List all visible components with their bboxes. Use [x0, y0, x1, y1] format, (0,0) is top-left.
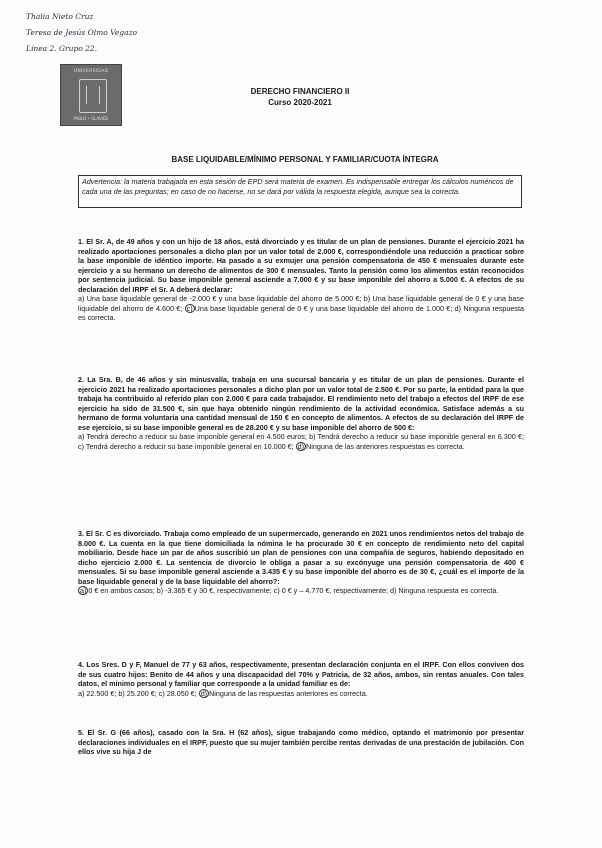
section-subtitle: BASE LIQUIDABLE/MÍNIMO PERSONAL Y FAMILIAR/CUOTA ÍNTEGRA: [171, 155, 439, 164]
circled-answer: d): [297, 441, 305, 451]
university-logo: [60, 64, 122, 126]
question-stem: 3. El Sr. C es divorciado. Trabaja como empleado de un supermercado, generando en 2021 unos rendimientos netos del trabajo de 8.000 €. La cuenta en la que tiene domiciliada la nómina le ha procurado 30 € en concepto de rendimiento neto del capital mobiliario. Desde hace un par de años suscribió un plan de pensiones con una compañía de seguros, habiendo depositado en dicho ejercicio 2.000 €. La sentencia de divorcio le obliga a pasar a su excónyuge una pensión compensatoria de 400 € mensuales. Si su base imponible general asciende a 3.435 € y su base imponible del ahorro es de 30 €, ¿cuál es el importe de la base liquidable general y de la base liquidable del ahorro?:: [78, 529, 524, 586]
course-year: Curso 2020-2021: [268, 98, 332, 107]
logo-bottom-text: PABLO • OLAVIDE: [73, 116, 109, 121]
question-2: [78, 375, 524, 451]
handwritten-name-2: Teresa de Jesús Olmo Vegazo: [26, 28, 138, 37]
course-title: DERECHO FINANCIERO II: [250, 87, 350, 96]
question-stem: 5. El Sr. G (66 años), casado con la Sra. H (62 años), sigue trabajando como médico, optando el matrimonio por presentar declaraciones individuales en el IRPF, puesto que su mujer también percibe rentas derivadas de una prestación de jubilación. Con ellos vive su hija J de: [78, 728, 524, 756]
answer-options-rest: Una base liquidable general de 0 € y una base liquidable del ahorro de 1.000 €; d) Ninguna respuesta es correcta.: [78, 303, 525, 322]
circled-answer: d): [200, 688, 208, 698]
answer-options-rest: 0 € en ambos casos; b) -3.365 € y 30 €, respectivamente; c) 0 € y – 4.770 €, respectivamente; d) Ninguna respuesta es correcta.: [88, 586, 499, 595]
handwritten-group: Línea 2. Grupo 22.: [26, 44, 98, 53]
warning-box: Advertencia: la materia trabajada en esta sesión de EPD será materia de examen. Es indispensable entregar los cálculos numéricos de cada una de las preguntas; en caso de no hacerse, no se dará por válida la respuesta elegida, aunque sea la correcta.: [78, 175, 522, 208]
question-1: [78, 237, 524, 323]
answer-options-rest: Ninguna de las anteriores respuestas es correcta.: [306, 441, 465, 451]
handwritten-name-1: Thalia Nieto Cruz: [26, 12, 94, 21]
question-stem: 1. El Sr. A, de 49 años y con un hijo de 18 años, está divorciado y es titular de un plan de pensiones. Durante el ejercicio 2021 ha realizado aportaciones personales a dicho plan por un valor total de 2.000 €, correspondiéndole una reducción a practicar sobre la base imponible de idéntico importe. Ha pasado a su exmujer una pensión compensatoria de 450 € mensuales durante este ejercicio y a su hermano un derecho de alimentos de 300 € mensuales. Tanto la pensión como los alimentos están reconocidos por sentencia judicial. Su base imponible general asciende a 7.000 € y su base imponible del ahorro a 5.000 €. A efectos de su declaración del IRPF el Sr. A deberá declarar:: [78, 237, 524, 294]
question-5: [78, 728, 524, 757]
title-block: [200, 86, 400, 108]
question-4: [78, 660, 524, 698]
answer-options-rest: Ninguna de las respuestas anteriores es correcta.: [209, 688, 368, 698]
logo-emblem-icon: [79, 79, 107, 113]
logo-top-text: UNIVERSIDAD: [73, 69, 109, 74]
question-stem: 2. La Sra. B, de 46 años y sin minusvalía, trabaja en una sucursal bancaria y es titular de un plan de pensiones. Durante el ejercicio 2021 ha realizado aportaciones personales a dicho plan por un valor total de 2.500 €. Por su parte, la entidad para la que trabaja ha contribuido al referido plan con 2.000 € para cada trabajador. El rendimiento neto del trabajo a efectos del IRPF de ese ejercicio ha sido de 31.500 €, sin que haya obtenido ningún rendimiento de la actividad económica. Satisface además a su hermano de forma voluntaria una cantidad mensual de 150 € en concepto de alimentos. A efectos de su declaración del IRPF de ese ejercicio, si su base imponible general es de 28.200 € y su base imponible del ahorro de 500 €:: [78, 375, 524, 432]
circled-answer: c): [186, 303, 193, 313]
question-stem: 4. Los Sres. D y F, Manuel de 77 y 63 años, respectivamente, presentan declaración conjunta en el IRPF. Con ellos conviven dos de sus cuatro hijos: Benito de 44 años y una discapacidad del 70% y Patricia, de 32 años, ambos, sin rentas anuales. Con tales datos, el mínimo personal y familiar que corresponde a la unidad familiar es de:: [78, 660, 524, 688]
answer-options: a) 22.500 €; b) 25.200 €; c) 28.050 €;: [78, 688, 197, 698]
question-3: [78, 529, 524, 596]
circled-answer: a): [80, 586, 87, 595]
answer-options: a) Tendrá derecho a reducir su base imponible general en 4.500 euros; b) Tendrá derecho a reducir su base imponible general en 6.300 €; c) Tendrá derecho a reducir su base imponible general en 10.000 €;: [78, 432, 524, 451]
answer-options: a) Una base liquidable general de -2.000 € y una base liquidable del ahorro de 5.000 €; b) Una base liquidable general de 0 € y una base liquidable del ahorro de 4.600 €;: [78, 294, 524, 313]
